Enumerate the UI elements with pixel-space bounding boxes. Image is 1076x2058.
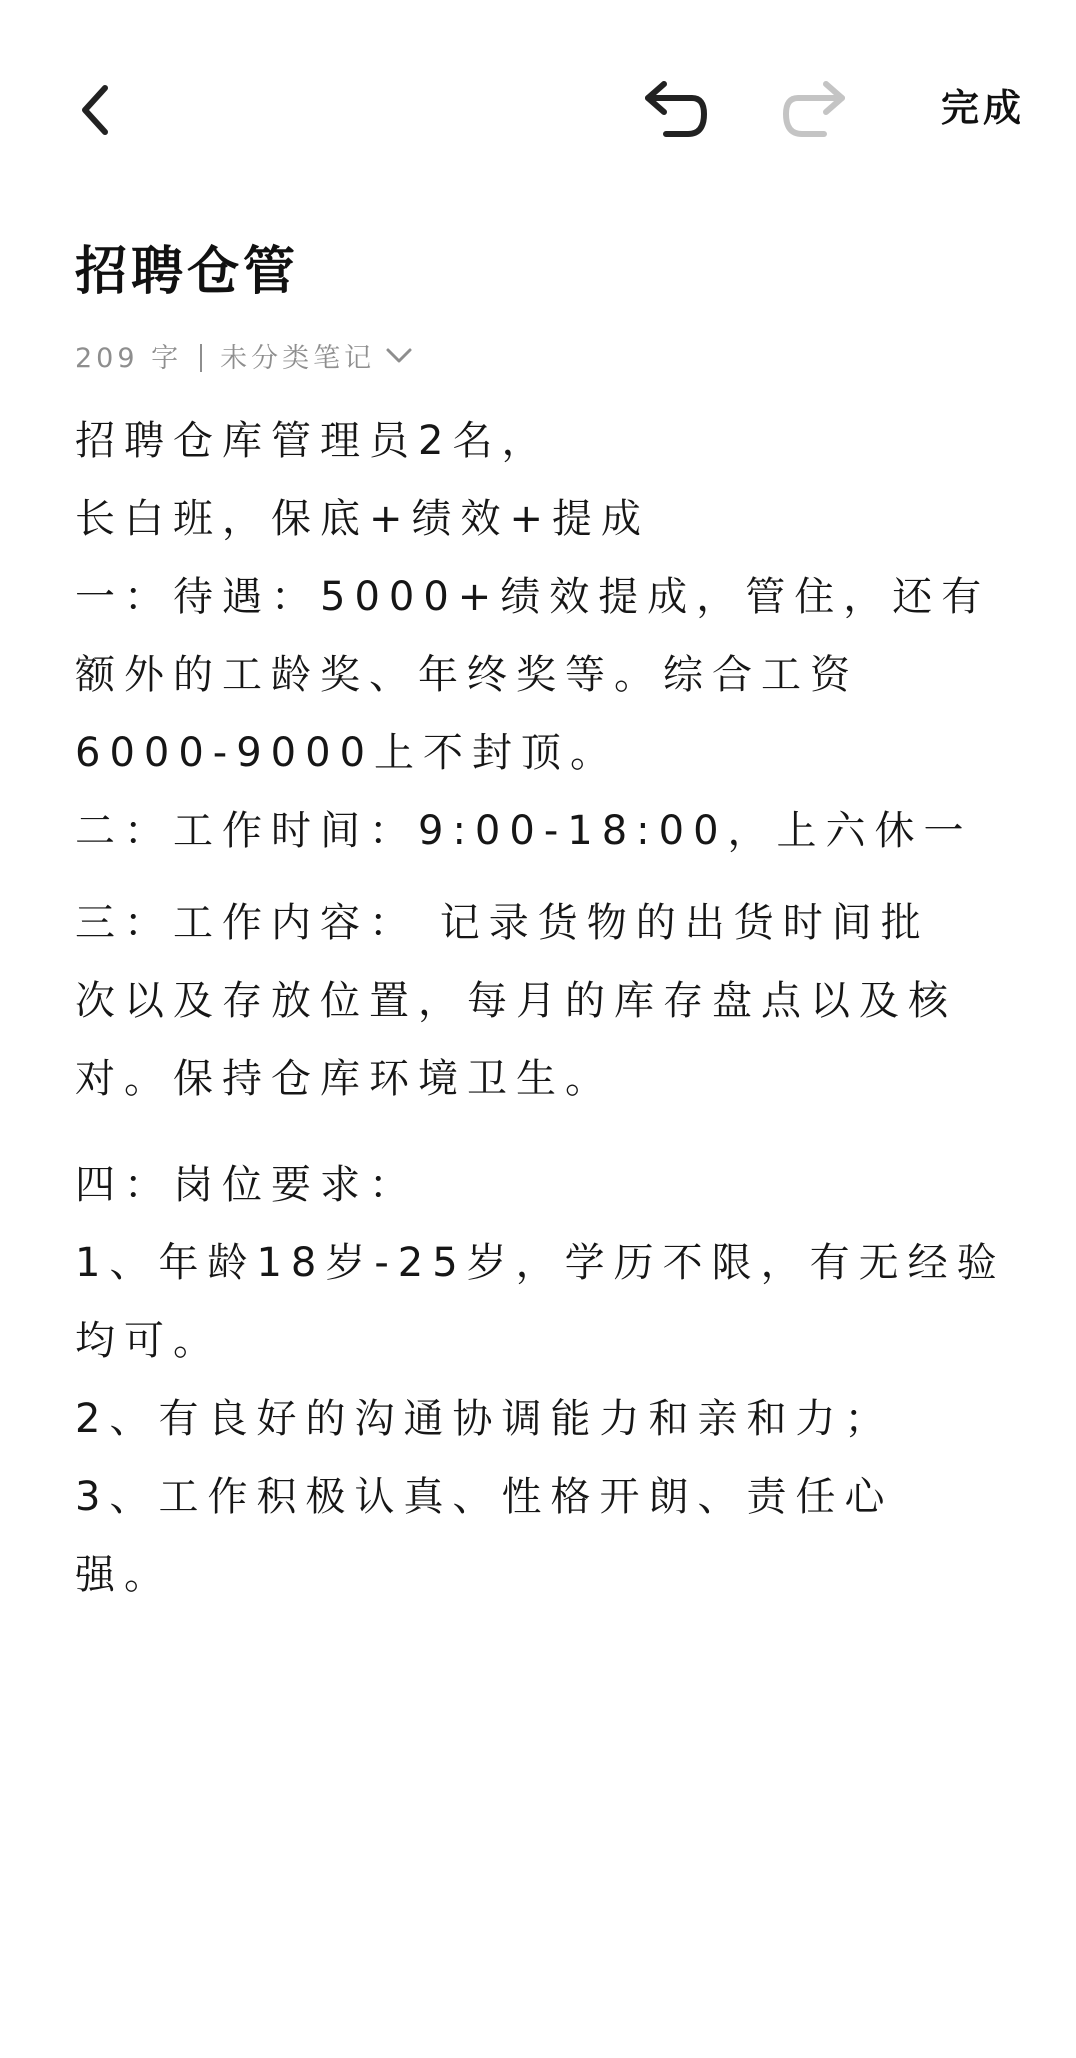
body-line: 长白班，保底+绩效+提成 bbox=[75, 496, 651, 542]
undo-icon bbox=[640, 78, 710, 142]
word-count: 209 字 bbox=[75, 342, 183, 374]
redo-icon bbox=[780, 78, 850, 142]
body-line: 招聘仓库管理员2名， bbox=[75, 418, 551, 464]
meta-divider bbox=[200, 344, 202, 372]
redo-button[interactable] bbox=[770, 70, 860, 150]
back-button[interactable] bbox=[60, 70, 130, 150]
top-toolbar bbox=[0, 0, 1076, 220]
note-body[interactable] bbox=[75, 402, 1015, 1614]
category-label: 未分类笔记 bbox=[220, 342, 376, 374]
body-line: 强。 bbox=[75, 1552, 173, 1598]
chevron-left-icon bbox=[75, 80, 115, 140]
chevron-down-icon bbox=[385, 346, 413, 366]
body-line: 二：工作时间：9:00-18:00，上六休一 bbox=[75, 808, 973, 854]
body-line: 3、工作积极认真、性格开朗、责任心 bbox=[75, 1474, 894, 1520]
body-line: 一：待遇：5000+绩效提成，管住，还有 bbox=[75, 574, 991, 620]
body-line: 2、有良好的沟通协调能力和亲和力； bbox=[75, 1396, 894, 1442]
body-line: 均可。 bbox=[75, 1318, 222, 1364]
body-line: 三：工作内容： 记录货物的出货时间批 bbox=[75, 900, 930, 946]
body-line: 1、年龄18岁-25岁，学历不限，有无经验 bbox=[75, 1240, 1006, 1286]
body-line: 6000-9000上不封顶。 bbox=[75, 730, 620, 776]
paragraph-gap bbox=[75, 1118, 1015, 1146]
note-title[interactable]: 招聘仓管 bbox=[75, 242, 300, 302]
note-meta bbox=[75, 330, 413, 380]
body-line: 对。保持仓库环境卫生。 bbox=[75, 1056, 614, 1102]
body-line: 次以及存放位置，每月的库存盘点以及核 bbox=[75, 978, 957, 1024]
undo-button[interactable] bbox=[630, 70, 720, 150]
body-line: 额外的工龄奖、年终奖等。综合工资 bbox=[75, 652, 859, 698]
done-button[interactable]: 完成 bbox=[940, 86, 1025, 130]
body-line: 四：岗位要求： bbox=[75, 1162, 418, 1208]
category-dropdown[interactable] bbox=[220, 336, 413, 375]
paragraph-gap bbox=[75, 870, 1015, 884]
